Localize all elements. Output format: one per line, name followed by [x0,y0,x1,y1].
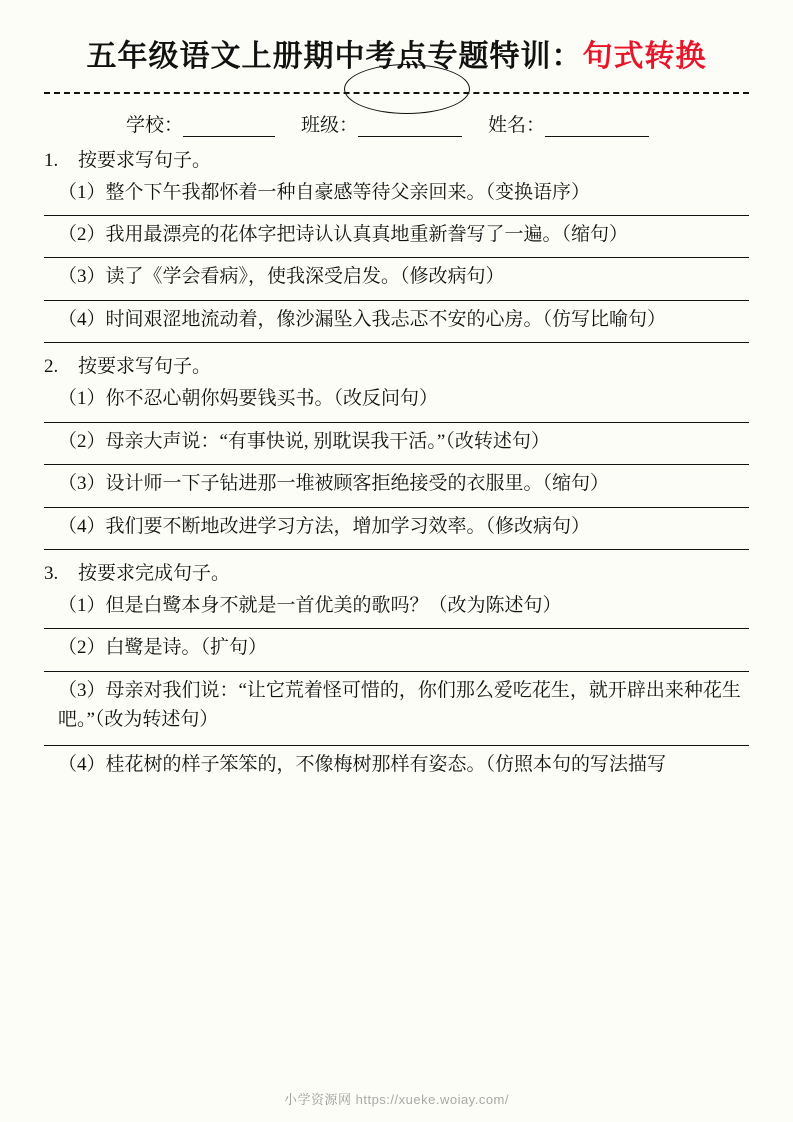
student-info-row [44,110,749,137]
section-title: 按要求写句子。 [78,356,212,378]
title-block [44,38,749,86]
question-item: （4）时间艰涩地流动着，像沙漏坠入我忐忑不安的心房。（仿写比喻句） [58,308,667,330]
question-item: （3）母亲对我们说：“让它荒着怪可惜的，你们那么爱吃花生，就开辟出来种花生吧。”（改为转述句） [58,679,741,731]
question-item: （1）你不忍心朝你妈要钱买书。（改反问句） [58,388,439,410]
section-number: 2. [44,356,59,378]
school-field [126,110,275,137]
question-item: （2）母亲大声说：“有事快说, 别耽误我干活。”（改转述句） [58,430,550,452]
section-heading [44,351,749,378]
question-item: （4）桂花树的样子笨笨的，不像梅树那样有姿态。（仿照本句的写法描写 [58,753,667,775]
section-number: 3. [44,563,59,584]
header-dashed-divider [44,92,749,94]
name-input-blank[interactable] [545,117,649,137]
section-heading [44,558,749,585]
footer-watermark [0,1089,793,1108]
class-field [301,110,462,137]
question-item: （4）我们要不断地改进学习方法，增加学习效率。（修改病句） [58,515,591,537]
answer-line[interactable] [44,549,749,550]
section-title: 按要求完成句子。 [78,563,231,584]
school-label: 学校： [126,114,184,136]
question-item: （2）我用最漂亮的花体字把诗认认真真地重新誊写了一遍。（缩句） [58,223,629,245]
school-input-blank[interactable] [183,117,275,137]
name-label: 姓名： [488,114,546,136]
section-title: 按要求写句子。 [78,149,212,171]
question-item: （3）读了《学会看病》，使我深受启发。（修改病句） [58,266,505,288]
question-item: （1）但是白鹭本身不就是一首优美的歌吗？（改为陈述句） [58,595,562,616]
section-heading [44,145,749,172]
page-title-main: 五年级语文上册期中考点专题特训： [86,40,583,73]
question-item: （2）白鹭是诗。（扩句） [58,637,268,659]
section-number: 1. [44,149,59,171]
name-field [488,110,649,137]
footer-url: https://xueke.woiay.com/ [355,1092,509,1107]
answer-line[interactable] [44,342,749,343]
class-input-blank[interactable] [358,117,462,137]
page-title-highlight: 句式转换 [582,40,707,73]
footer-brand: 小学资源网 [283,1092,352,1107]
question-item: （1）整个下午我都怀着一种自豪感等待父亲回来。（变换语序） [58,181,591,203]
page-title [87,38,707,76]
class-label: 班级： [301,114,359,136]
question-item: （3）设计师一下子钻进那一堆被顾客拒绝接受的衣服里。（缩句） [58,473,610,495]
